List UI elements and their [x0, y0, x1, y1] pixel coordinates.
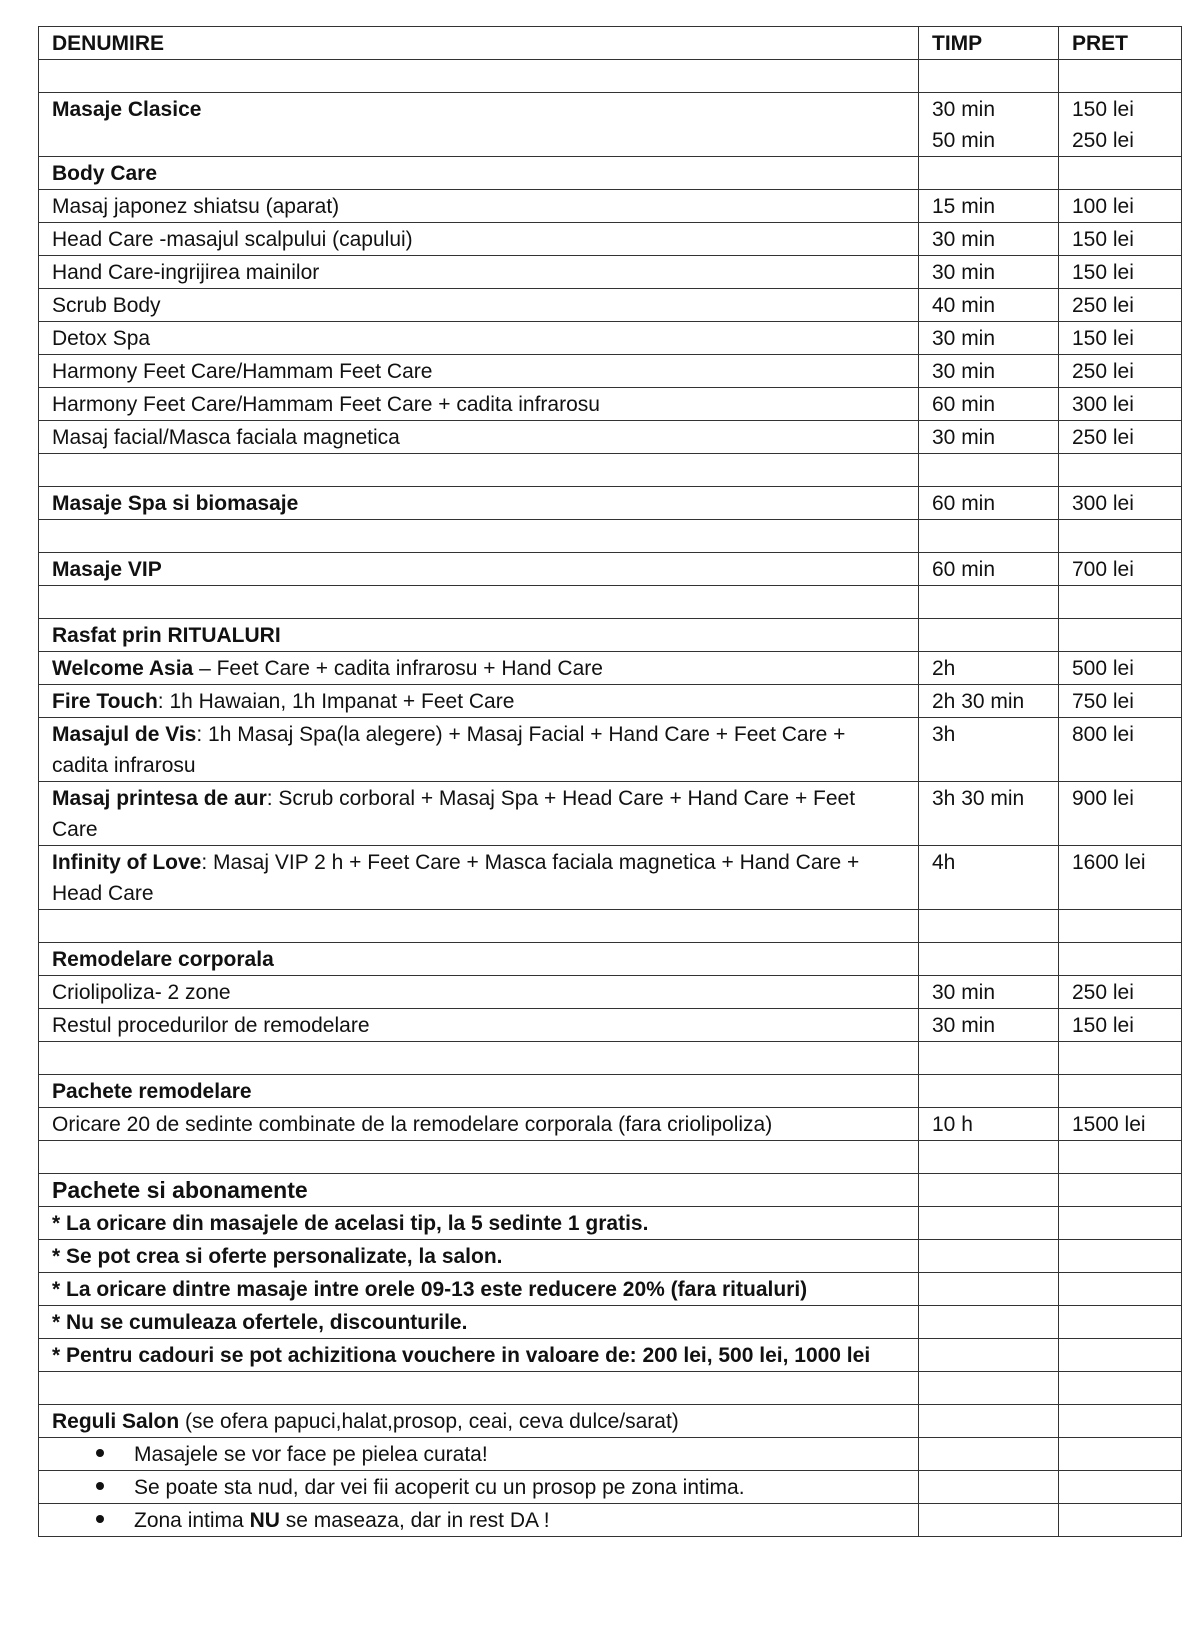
time-cell: 60 min [919, 553, 1059, 586]
table-row [39, 289, 1182, 322]
service-name: Masaj japonez shiatsu (aparat) [39, 190, 919, 223]
ritual-name: Welcome Asia – Feet Care + cadita infrarosu + Hand Care [39, 652, 919, 685]
price-cell: 250 lei [1059, 421, 1182, 454]
section-pachete-remodelare: Pachete remodelare [39, 1075, 919, 1108]
table-row [39, 93, 1182, 157]
section-row [39, 157, 1182, 190]
note-text: * Nu se cumuleaza ofertele, discounturile. [39, 1306, 919, 1339]
note-row [39, 1339, 1182, 1372]
section-row [39, 943, 1182, 976]
time-cell: 30 min [919, 421, 1059, 454]
table-row [39, 487, 1182, 520]
note-text: * Se pot crea si oferte personalizate, la salon. [39, 1240, 919, 1273]
price-cell: 150 lei [1059, 1009, 1182, 1042]
service-name: Oricare 20 de sedinte combinate de la remodelare corporala (fara criolipoliza) [39, 1108, 919, 1141]
service-name: Harmony Feet Care/Hammam Feet Care [39, 355, 919, 388]
price-cell: 250 lei [1059, 289, 1182, 322]
rule-item: Masajele se vor face pe pielea curata! [39, 1438, 919, 1471]
note-row [39, 1273, 1182, 1306]
note-text: * La oricare din masajele de acelasi tip, la 5 sedinte 1 gratis. [39, 1207, 919, 1240]
time-cell: 2h [919, 652, 1059, 685]
table-row [39, 553, 1182, 586]
time-cell: 60 min [919, 388, 1059, 421]
price-cell: 150 lei [1059, 322, 1182, 355]
time-cell: 30 min [919, 355, 1059, 388]
note-text: * La oricare dintre masaje intre orele 09-13 este reducere 20% (fara ritualuri) [39, 1273, 919, 1306]
ritual-name: Fire Touch: 1h Hawaian, 1h Impanat + Feet Care [39, 685, 919, 718]
header-price: PRET [1059, 27, 1182, 60]
empty-row [39, 1141, 1182, 1174]
table-row [39, 1009, 1182, 1042]
section-row [39, 1174, 1182, 1207]
time-cell: 30 min [919, 256, 1059, 289]
service-name: Detox Spa [39, 322, 919, 355]
section-row [39, 619, 1182, 652]
section-reguli: Reguli Salon (se ofera papuci,halat,prosop, ceai, ceva dulce/sarat) [39, 1405, 919, 1438]
service-name: Head Care -masajul scalpului (capului) [39, 223, 919, 256]
note-text: * Pentru cadouri se pot achizitiona vouchere in valoare de: 200 lei, 500 lei, 1000 lei [39, 1339, 919, 1372]
section-row [39, 1075, 1182, 1108]
time-cell: 4h [919, 846, 1059, 910]
section-row [39, 1405, 1182, 1438]
empty-row [39, 910, 1182, 943]
table-row [39, 223, 1182, 256]
empty-row [39, 1372, 1182, 1405]
ritual-name: Masajul de Vis: 1h Masaj Spa(la alegere) + Masaj Facial + Hand Care + Feet Care + cadita infrarosu [39, 718, 919, 782]
time-cell: 3h 30 min [919, 782, 1059, 846]
section-abonamente: Pachete si abonamente [39, 1174, 919, 1207]
price-cell: 1500 lei [1059, 1108, 1182, 1141]
time-cell: 2h 30 min [919, 685, 1059, 718]
service-name: Harmony Feet Care/Hammam Feet Care + cadita infrarosu [39, 388, 919, 421]
time-cell: 60 min [919, 487, 1059, 520]
price-list-table [38, 26, 1182, 1537]
note-row [39, 1306, 1182, 1339]
section-body-care: Body Care [39, 157, 919, 190]
service-name: Criolipoliza- 2 zone [39, 976, 919, 1009]
table-row [39, 421, 1182, 454]
price-cell: 150 lei [1059, 223, 1182, 256]
price-cell: 800 lei [1059, 718, 1182, 782]
section-masaje-spa: Masaje Spa si biomasaje [39, 487, 919, 520]
time-cell: 30 min [932, 98, 996, 121]
time-cell: 30 min [919, 1009, 1059, 1042]
time-cell: 30 min [919, 976, 1059, 1009]
price-cell: 900 lei [1059, 782, 1182, 846]
section-masaje-clasice: Masaje Clasice [39, 93, 919, 157]
bullet-icon [96, 1515, 104, 1523]
service-name: Masaj facial/Masca faciala magnetica [39, 421, 919, 454]
time-cell: 50 min [932, 129, 996, 152]
table-row [39, 256, 1182, 289]
table-row [39, 846, 1182, 910]
ritual-name: Masaj printesa de aur: Scrub corboral + Masaj Spa + Head Care + Hand Care + Feet Care [39, 782, 919, 846]
price-cell: 500 lei [1059, 652, 1182, 685]
table-row [39, 388, 1182, 421]
empty-row [39, 454, 1182, 487]
empty-row [39, 60, 1182, 93]
table-row [39, 718, 1182, 782]
price-cell: 1600 lei [1059, 846, 1182, 910]
table-row [39, 782, 1182, 846]
empty-row [39, 520, 1182, 553]
price-cell: 300 lei [1059, 388, 1182, 421]
price-cell: 150 lei [1072, 98, 1134, 121]
empty-row [39, 586, 1182, 619]
ritual-name: Infinity of Love: Masaj VIP 2 h + Feet Care + Masca faciala magnetica + Hand Care + Head Care [39, 846, 919, 910]
price-cell: 150 lei [1059, 256, 1182, 289]
time-cell: 30 min [919, 322, 1059, 355]
table-row [39, 652, 1182, 685]
table-row [39, 355, 1182, 388]
bullet-icon [96, 1482, 104, 1490]
time-cell: 10 h [919, 1108, 1059, 1141]
time-cell: 3h [919, 718, 1059, 782]
service-name: Hand Care-ingrijirea mainilor [39, 256, 919, 289]
price-cell: 100 lei [1059, 190, 1182, 223]
header-time: TIMP [919, 27, 1059, 60]
price-cell: 700 lei [1059, 553, 1182, 586]
time-cell: 40 min [919, 289, 1059, 322]
rule-row [39, 1471, 1182, 1504]
table-row [39, 976, 1182, 1009]
section-masaje-vip: Masaje VIP [39, 553, 919, 586]
table-row [39, 685, 1182, 718]
table-row [39, 322, 1182, 355]
header-row [39, 27, 1182, 60]
note-row [39, 1240, 1182, 1273]
time-cell: 15 min [919, 190, 1059, 223]
empty-row [39, 1042, 1182, 1075]
price-cell: 250 lei [1059, 976, 1182, 1009]
rule-item: Zona intima NU se maseaza, dar in rest DA ! [39, 1504, 919, 1537]
service-name: Restul procedurilor de remodelare [39, 1009, 919, 1042]
note-row [39, 1207, 1182, 1240]
section-ritualuri: Rasfat prin RITUALURI [39, 619, 919, 652]
header-name: DENUMIRE [39, 27, 919, 60]
price-cell: 750 lei [1059, 685, 1182, 718]
price-cell: 250 lei [1059, 355, 1182, 388]
section-remodelare: Remodelare corporala [39, 943, 919, 976]
bullet-icon [96, 1449, 104, 1457]
table-row [39, 1108, 1182, 1141]
service-name: Scrub Body [39, 289, 919, 322]
price-cell: 300 lei [1059, 487, 1182, 520]
rule-row [39, 1504, 1182, 1537]
rule-row [39, 1438, 1182, 1471]
rule-item: Se poate sta nud, dar vei fii acoperit cu un prosop pe zona intima. [39, 1471, 919, 1504]
table-row [39, 190, 1182, 223]
time-cell: 30 min [919, 223, 1059, 256]
price-cell: 250 lei [1072, 129, 1134, 152]
